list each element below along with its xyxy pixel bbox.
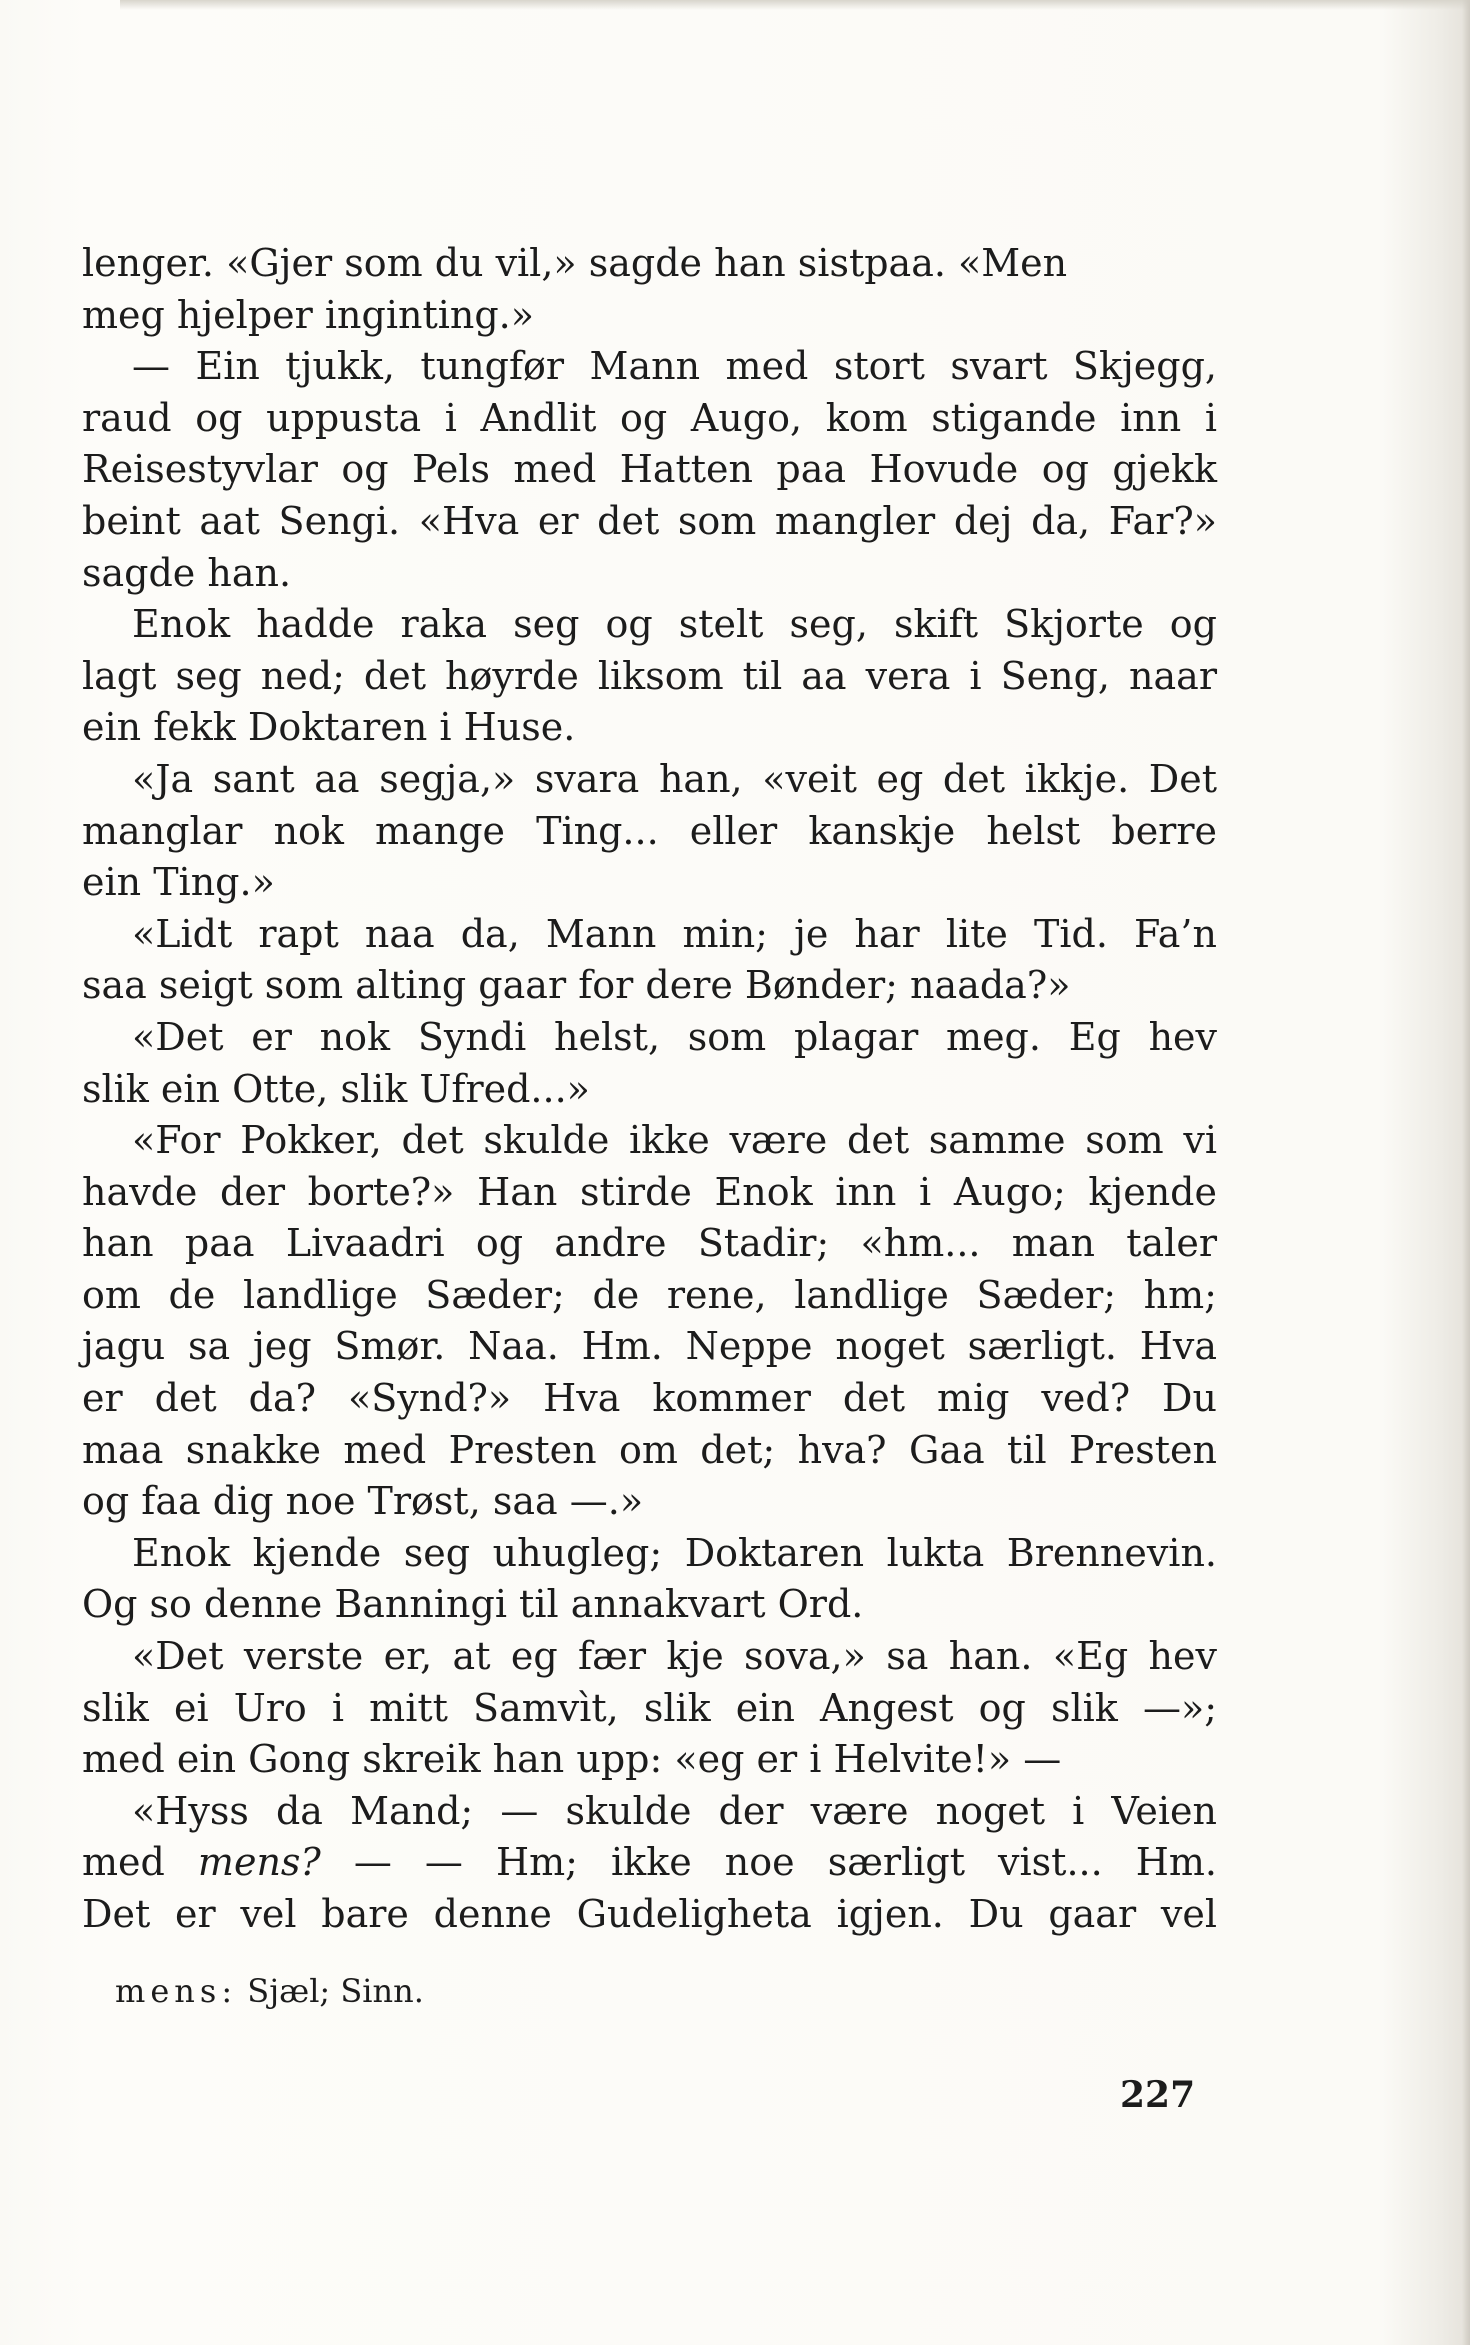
text-line: «Det verste er, at eg fær kje sova,» sa han. «Eg hev	[132, 1634, 1217, 1679]
text-line: «Ja sant aa segja,» svara han, «veit eg det ikkje. Det	[132, 756, 1217, 801]
text-line: Enok kjende seg uhugleg; Doktaren lukta Brennevin.	[132, 1530, 1217, 1575]
text-line: «Hyss da Mand; — skulde der være noget i Veien	[132, 1788, 1217, 1833]
text-line: beint aat Sengi. «Hva er det som mangler dej da, Far?»	[82, 498, 1217, 543]
footnote-definition: Sjæl; Sinn.	[237, 1972, 424, 2010]
footnote-term: mens:	[115, 1972, 238, 2010]
text-line: sagde han.	[82, 550, 292, 595]
text-line: manglar nok mange Ting... eller kanskje helst berre	[82, 808, 1217, 853]
text-line: slik ein Otte, slik Ufred...»	[82, 1066, 590, 1111]
text-line: Enok hadde raka seg og stelt seg, skift Skjorte og	[132, 602, 1217, 647]
body-text	[82, 238, 1217, 1941]
text-line: jagu sa jeg Smør. Naa. Hm. Neppe noget særligt. Hva	[82, 1324, 1217, 1369]
text-line: med ein Gong skreik han upp: «eg er i Helvite!» —	[82, 1737, 1062, 1782]
text-line: saa seigt som alting gaar for dere Bønder; naada?»	[82, 963, 1071, 1008]
text-segment: med	[82, 1840, 198, 1885]
text-segment: — — Hm; ikke noe særligt vist... Hm.	[320, 1840, 1217, 1885]
page-top-edge	[120, 0, 1470, 10]
page-right-edge	[1462, 0, 1470, 2345]
text-line: meg hjelper inginting.»	[82, 292, 535, 337]
text-line: havde der borte?» Han stirde Enok inn i Augo; kjende	[82, 1169, 1217, 1214]
text-line: ein Ting.»	[82, 860, 275, 905]
text-line: «Lidt rapt naa da, Mann min; je har lite Tid. Fa’n	[132, 911, 1217, 956]
page-number: 227	[1120, 2074, 1196, 2116]
text-line: Reisestyvlar og Pels med Hatten paa Hovude og gjekk	[82, 447, 1217, 492]
text-line: «For Pokker, det skulde ikke være det samme som vi	[132, 1118, 1217, 1163]
text-line: Og so denne Banningi til annakvart Ord.	[82, 1582, 864, 1627]
footnote	[115, 1972, 424, 2010]
text-line	[82, 1837, 1217, 1889]
italic-word: mens?	[197, 1840, 321, 1885]
text-line: og faa dig noe Trøst, saa —.»	[82, 1479, 644, 1524]
text-line: er det da? «Synd?» Hva kommer det mig ved? Du	[82, 1376, 1217, 1421]
text-line: lagt seg ned; det høyrde liksom til aa vera i Seng, naar	[82, 653, 1217, 698]
text-line: raud og uppusta i Andlit og Augo, kom stigande inn i	[82, 395, 1217, 440]
text-line: Det er vel bare denne Gudeligheta igjen. Du gaar vel	[82, 1892, 1217, 1936]
text-line: «Det er nok Syndi helst, som plagar meg. Eg hev	[132, 1014, 1217, 1059]
text-line: han paa Livaadri og andre Stadir; «hm... man taler	[82, 1221, 1217, 1266]
text-line: slik ei Uro i mitt Samvìt, slik ein Angest og slik —»;	[82, 1685, 1217, 1730]
text-line: lenger. «Gjer som du vil,» sagde han sistpaa. «Men	[82, 241, 1068, 285]
text-line: maa snakke med Presten om det; hva? Gaa til Presten	[82, 1427, 1217, 1472]
text-line: ein fekk Doktaren i Huse.	[82, 705, 576, 750]
text-line: — Ein tjukk, tungfør Mann med stort svart Skjegg,	[132, 344, 1217, 389]
text-line: om de landlige Sæder; de rene, landlige Sæder; hm;	[82, 1272, 1217, 1317]
